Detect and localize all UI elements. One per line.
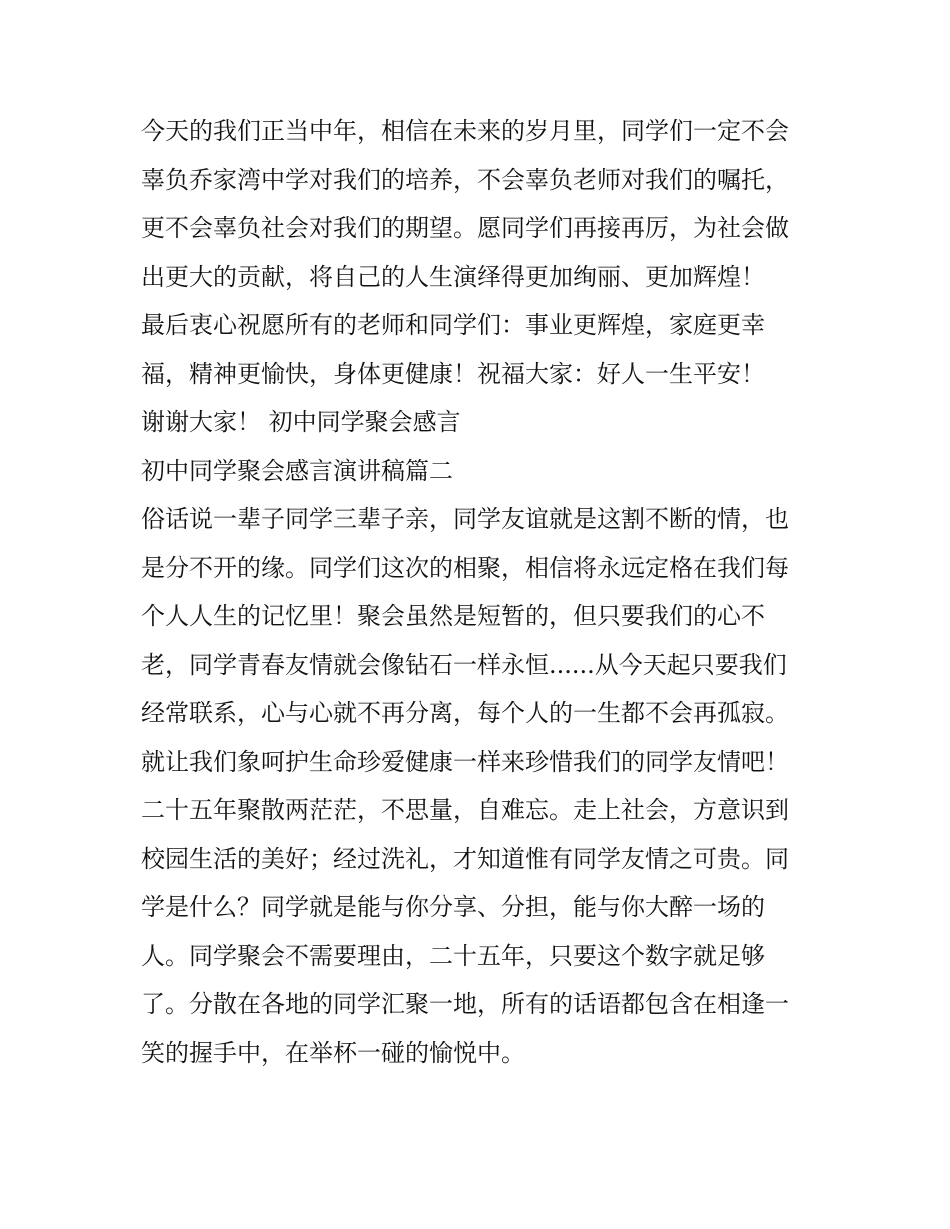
text-line: 就让我们象呵护生命珍爱健康一样来珍惜我们的同学友情吧！	[141, 747, 789, 776]
text-line: 出更大的贡献，将自己的人生演绎得更加绚丽、更加辉煌！	[141, 262, 765, 291]
text-line: 校园生活的美好；经过洗礼，才知道惟有同学友情之可贵。同	[141, 844, 789, 873]
text-line: 老，同学青春友情就会像钻石一样永恒......从今天起只要我们	[141, 650, 787, 679]
text-line-title: 谢谢大家！ 初中同学聚会感言	[141, 408, 461, 436]
text-line: 了。分散在各地的同学汇聚一地，所有的话语都包含在相逢一	[141, 990, 789, 1018]
text-line: 俗话说一辈子同学三辈子亲，同学友谊就是这割不断的情，也	[141, 505, 789, 533]
text-line: 人。同学聚会不需要理由，二十五年，只要这个数字就足够	[141, 941, 765, 970]
section-heading: 初中同学聚会感言演讲稿篇二	[141, 456, 453, 485]
text-line: 是分不开的缘。同学们这次的相聚，相信将永远定格在我们每	[141, 553, 789, 582]
text-line: 经常联系，心与心就不再分离，每个人的一生都不会再孤寂。	[141, 699, 789, 727]
text-line: 笑的握手中，在举杯一碰的愉悦中。	[141, 1038, 525, 1067]
body-text	[141, 107, 831, 1077]
text-line: 更不会辜负社会对我们的期望。愿同学们再接再厉，为社会做	[141, 214, 789, 242]
text-line: 学是什么？同学就是能与你分享、分担，能与你大醉一场的	[141, 893, 765, 921]
text-line: 今天的我们正当中年，相信在未来的岁月里，同学们一定不会	[141, 117, 789, 145]
text-line: 福，精神更愉快，身体更健康！祝福大家：好人一生平安！	[141, 359, 765, 388]
text-line: 辜负乔家湾中学对我们的培养，不会辜负老师对我们的嘱托，	[141, 165, 789, 194]
text-line: 二十五年聚散两茫茫，不思量，自难忘。走上社会，方意识到	[141, 796, 789, 824]
text-line: 个人人生的记忆里！聚会虽然是短暂的，但只要我们的心不	[141, 602, 765, 630]
text-line: 最后衷心祝愿所有的老师和同学们：事业更辉煌，家庭更幸	[141, 311, 765, 339]
